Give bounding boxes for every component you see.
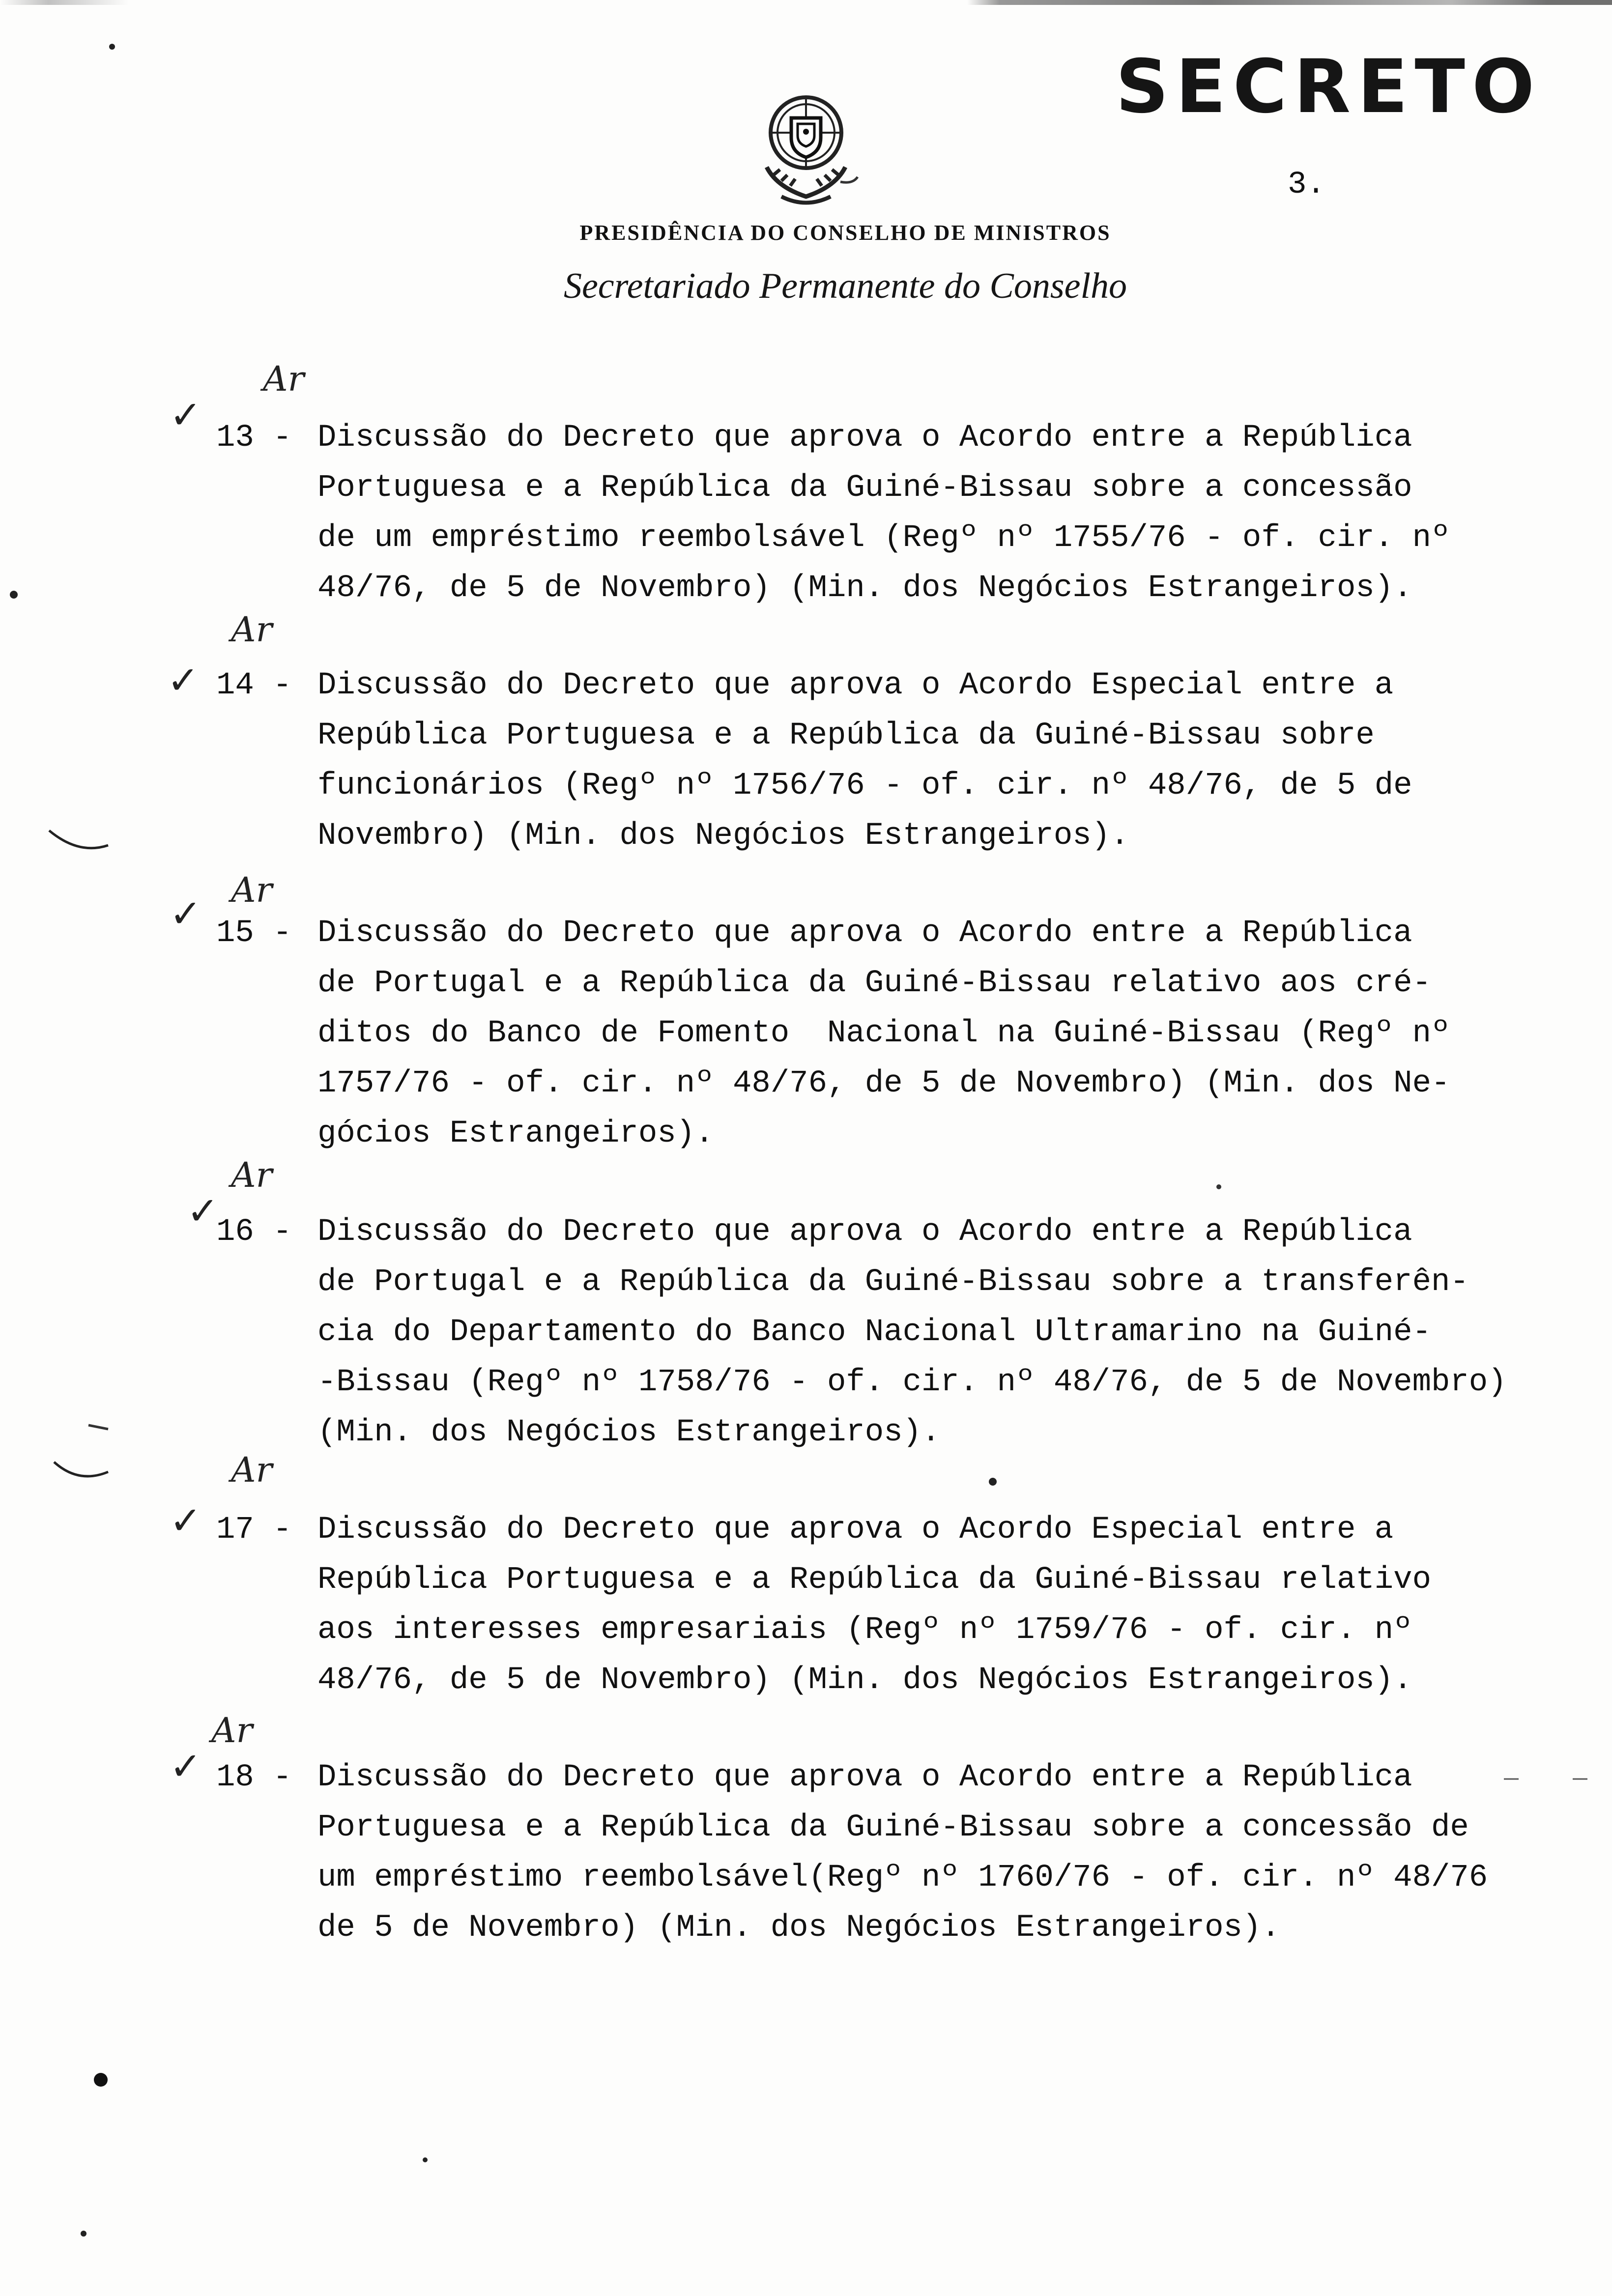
check-mark: ✓ [170,393,202,437]
item-number: 16 - [216,1214,292,1250]
initials-annotation: Ar [211,1710,253,1751]
initials-annotation: Ar [231,870,273,910]
check-mark: ✓ [170,1499,202,1543]
classification-stamp: SECRETO [1116,44,1542,130]
check-mark: ✓ [170,892,202,936]
check-mark: ✓ [187,1189,219,1234]
page-number: 3. [1288,167,1325,202]
item-text: Discussão do Decreto que aprova o Acordo Especial entre a República Portuguesa e a República da Guiné-Bissau sobre funcionários (Regº nº 1756/76 - of. cir. nº 48/76, de 5 de Novembro) (Min. dos Negócios Estrangeiros). [317,668,1412,854]
item-number: 13 - [216,420,292,456]
item-number: 15 - [216,916,292,951]
initials-annotation: Ar [263,359,305,399]
check-mark: ✓ [170,1745,202,1789]
item-text: Discussão do Decreto que aprova o Acordo entre a República Portuguesa e a República da Guiné-Bissau sobre a concessão de um empréstimo reembolsável (Regº nº 1755/76 - of. cir. nº 48/76, de 5 de Novembro) (Min. dos Negócios Estrangeiros). [317,420,1450,606]
item-number: 14 - [216,668,292,703]
initials-annotation: Ar [231,609,273,650]
institution-heading: PRESIDÊNCIA DO CONSELHO DE MINISTROS [579,221,1111,245]
initials-annotation: Ar [231,1155,273,1195]
item-number: 17 - [216,1512,292,1548]
secretariat-heading: Secretariado Permanente do Conselho [563,266,1127,306]
item-number: 18 - [216,1760,292,1795]
item-text: Discussão do Decreto que aprova o Acordo entre a República de Portugal e a República da Guiné-Bissau sobre a transferên- cia do Departamento do Banco Nacional Ultramarino na Guiné- -Bissau (Regº nº 1758/76 - of. cir. nº 48/76, de 5 de Novembro) (Min. dos Negócios Estrangeiros). [317,1214,1507,1450]
item-text: Discussão do Decreto que aprova o Acordo entre a República Portuguesa e a República da Guiné-Bissau sobre a concessão de um empréstimo reembolsável(Regº nº 1760/76 - of. cir. nº 48/76 de 5 de Novembro) (Min. dos Negócios Estrangeiros). [317,1760,1488,1946]
item-text: Discussão do Decreto que aprova o Acordo Especial entre a República Portuguesa e a República da Guiné-Bissau relativo aos interesses empresariais (Regº nº 1759/76 - of. cir. nº 48/76, de 5 de Novembro) (Min. dos Negócios Estrangeiros). [317,1512,1431,1698]
initials-annotation: Ar [231,1450,273,1490]
check-mark: ✓ [167,659,200,703]
item-text: Discussão do Decreto que aprova o Acordo entre a República de Portugal e a República da Guiné-Bissau relativo aos cré- ditos do Banco de Fomento Nacional na Guiné-Bissau (Regº nº 1757/76 - of. cir. nº 48/76, de 5 de Novembro) (Min. dos Ne- gócios Estrangeiros). [317,916,1450,1151]
